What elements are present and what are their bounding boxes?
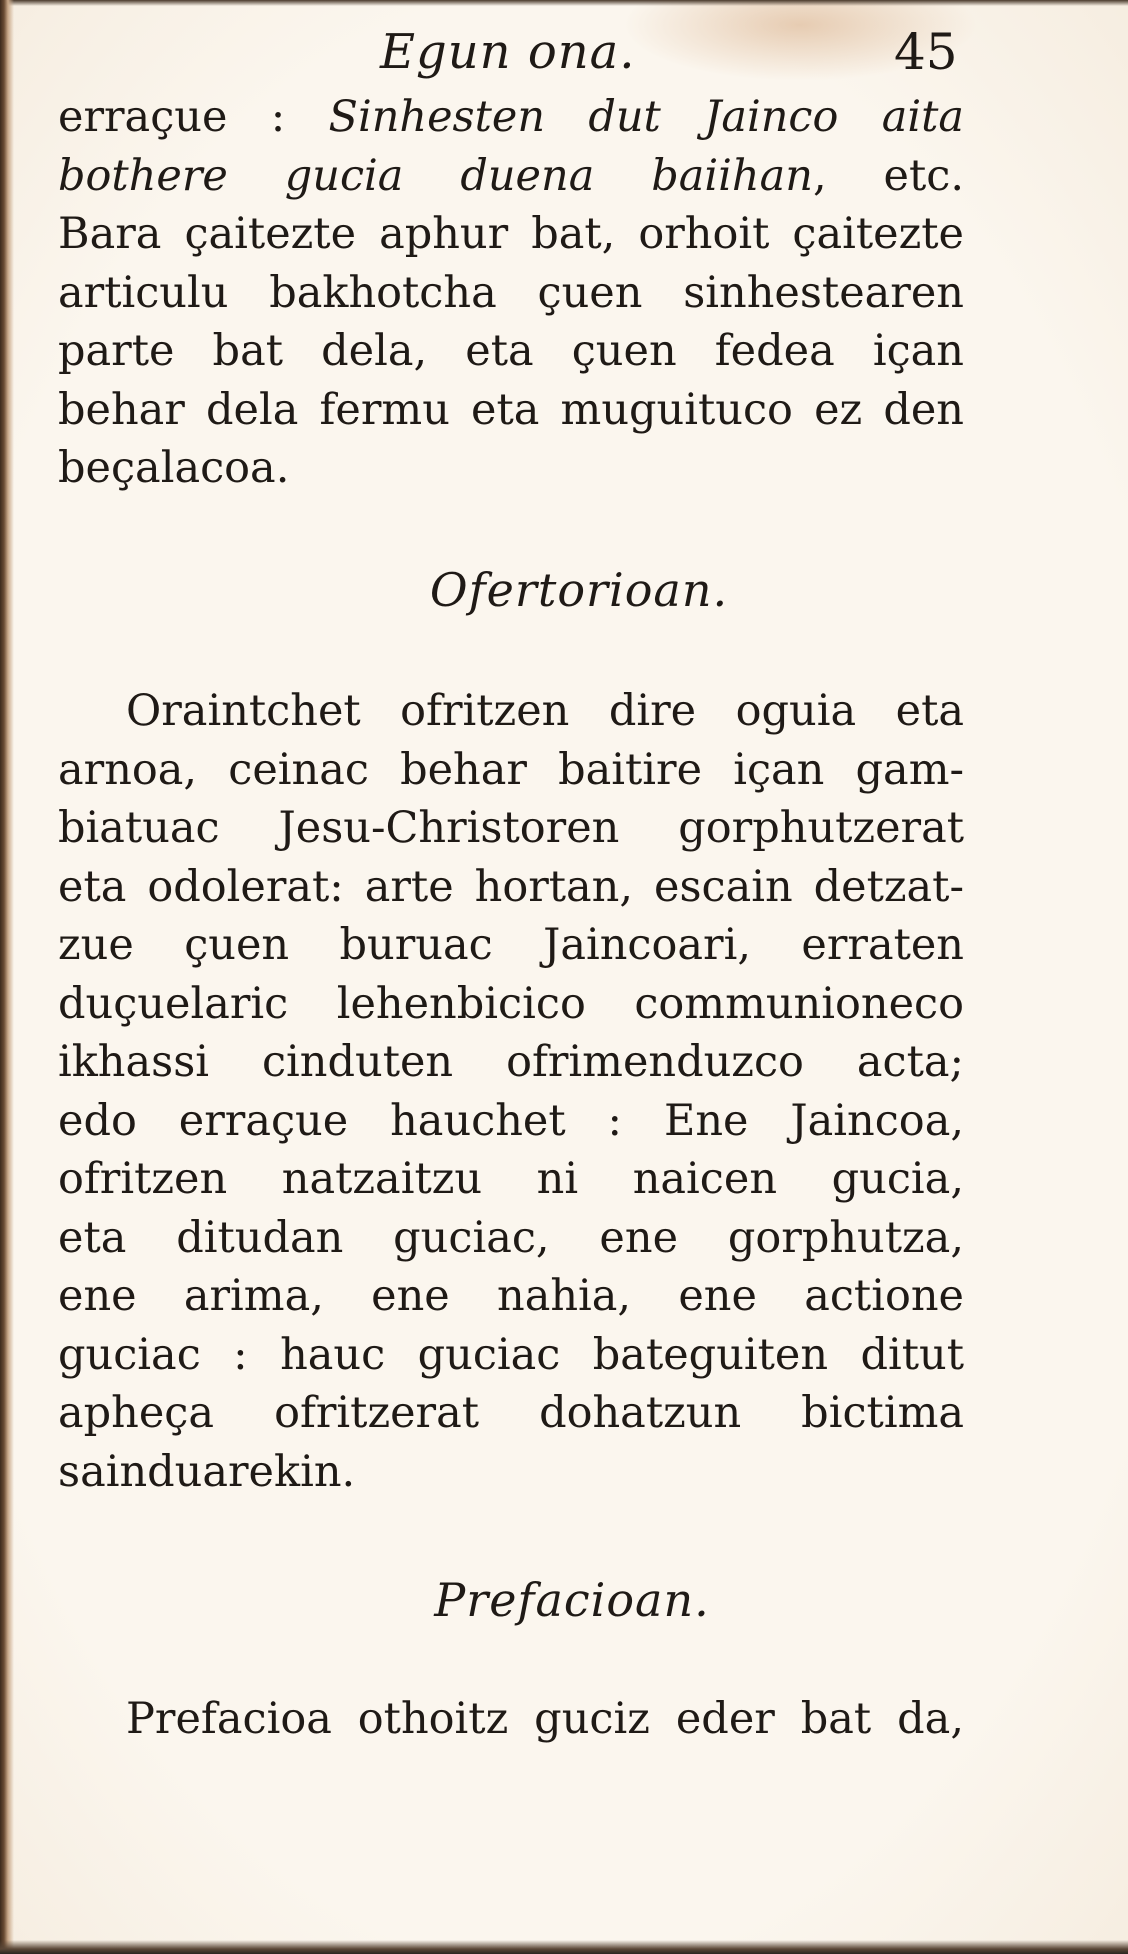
text-line: ofritzen natzaitzu ni naicen gucia, [58, 1154, 964, 1204]
italic-quote: bothere gucia duena baiihan [58, 150, 813, 201]
running-head [0, 22, 1128, 82]
page-number: 45 [894, 23, 958, 81]
text-line: eta ditudan guciac, ene gorphutza, [58, 1212, 964, 1263]
text-line: duçuelaric lehenbicico communioneco [58, 978, 964, 1029]
text-line: arnoa, ceinac behar baitire içan gam- [58, 744, 964, 795]
text-line: Bara çaitezte aphur bat, orhoit çaitezte [58, 209, 964, 259]
text-line: eta odolerat: arte hortan, escain detzat- [58, 861, 964, 912]
text-line: Prefacioa othoitz guciz eder bat da, [126, 1694, 964, 1744]
text-line: beçalacoa. [58, 443, 290, 493]
paragraph-creed-continuation [58, 88, 964, 498]
running-head-title: Egun ona. [380, 24, 636, 80]
paragraph-ofertorioan [58, 682, 964, 1501]
page-bottom-edge [0, 1940, 1128, 1954]
section-heading-prefacioan: Prefacioan. [434, 1573, 710, 1627]
text-line: guciac : hauc guciac bateguiten ditut [58, 1329, 964, 1380]
text-line: behar dela fermu eta muguituco ez den [58, 384, 964, 435]
text-line: bothere gucia duena baiihan, etc. [58, 150, 964, 201]
text-line: ene arima, ene nahia, ene actione [58, 1271, 964, 1321]
text-line: Oraintchet ofritzen dire oguia eta [126, 686, 964, 736]
paragraph-prefacioan [58, 1690, 964, 1749]
text-line: zue çuen buruac Jaincoari, erraten [58, 920, 964, 970]
text-line: edo erraçue hauchet : Ene Jaincoa, [58, 1095, 964, 1146]
text-line: apheça ofritzerat dohatzun bictima [58, 1388, 964, 1438]
text-line: biatuac Jesu-Christoren gorphutzerat [58, 803, 964, 853]
text-line: sainduarekin. [58, 1446, 356, 1497]
text-line: ikhassi cinduten ofrimenduzco acta; [58, 1037, 964, 1087]
text-line: parte bat dela, eta çuen fedea içan [58, 326, 964, 376]
italic-quote: Sinhesten dut Jainco aita [328, 92, 964, 142]
text-line: erraçue : Sinhesten dut Jainco aita [58, 92, 964, 142]
page-top-edge [0, 0, 1128, 6]
text-line: articulu bakhotcha çuen sinhestearen [58, 267, 964, 318]
section-heading-ofertorioan: Ofertorioan. [429, 563, 729, 617]
page-left-edge [0, 0, 14, 1954]
